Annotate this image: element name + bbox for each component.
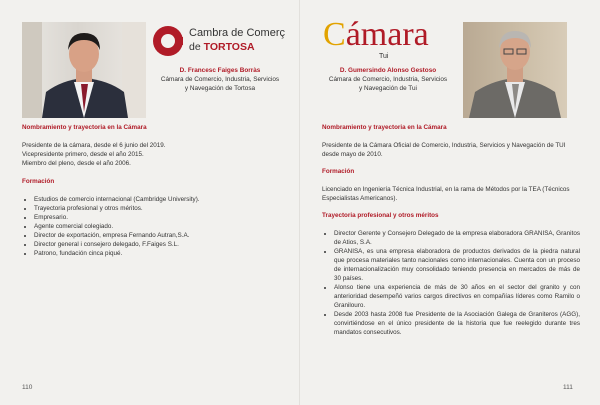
person-org-line-2: y Navegación de Tui xyxy=(359,85,417,92)
training-line: Especialistas Americanos). xyxy=(322,195,398,202)
appointment-line: Miembro del pleno, desde el año 2006. xyxy=(22,160,131,167)
page-number-right: 111 xyxy=(563,384,573,391)
page-number-left: 110 xyxy=(22,384,33,391)
career-section-right xyxy=(322,211,580,337)
training-list xyxy=(22,195,282,258)
section-heading: Formación xyxy=(322,168,355,175)
logo-line-1: Cambra de Comerç xyxy=(189,27,285,39)
list-item: • Desde 2003 hasta 2008 fue Presidente de la Asociación Galega de Graniteros (AGG), convirtiéndose en el único presidente de la historia que fue reelegido durante tres mandatos consecutivos. xyxy=(334,310,580,337)
person-org-line-1: Cámara de Comercio, Industria, Servicios xyxy=(328,76,448,83)
section-heading: Nombramiento y trayectoria en la Cámara xyxy=(322,124,447,131)
section-heading: Nombramiento y trayectoria en la Cámara xyxy=(22,124,147,131)
camara-wordmark: Cámara xyxy=(323,16,429,53)
camara-sub-label: Tui xyxy=(379,53,389,60)
portrait-photo-alonso xyxy=(463,22,567,118)
section-heading: Trayectoria profesional y otros méritos xyxy=(322,212,439,219)
portrait-photo-faiges xyxy=(22,22,146,118)
person-org-line-2: y Navegación de Tortosa xyxy=(184,85,256,92)
person-name: D. Francesc Faiges Borràs xyxy=(179,67,261,74)
appointment-line: Vicepresidente primero, desde el año 2015. xyxy=(22,151,144,158)
person-org-line-1: Cámara de Comercio, Industria, Servicios xyxy=(160,76,280,83)
person-name: D. Gumersindo Alonso Gestoso xyxy=(339,67,437,74)
section-heading: Formación xyxy=(22,178,55,185)
list-item: • Estudios de comercio internacional (Cambridge University). xyxy=(34,195,282,204)
training-section-left xyxy=(22,177,282,258)
cambra-logo-icon xyxy=(153,26,183,56)
person-info-right xyxy=(318,66,458,93)
list-item: • Director general i consejero delegado, F.Faiges S.L. xyxy=(34,240,282,249)
list-item: • Alonso tiene una experiencia de más de 30 años en el sector del granito y con anterioridad desempeñó varios cargos directivos en compañías líderes como Ramilo o Granilouro. xyxy=(334,283,580,310)
appointment-section-left xyxy=(22,123,282,168)
appointment-section-right xyxy=(322,123,580,159)
list-item: • Director de exportación, empresa Fernando Autran,S.A. xyxy=(34,231,282,240)
appointment-line: desde mayo de 2010. xyxy=(322,151,383,158)
list-item: • Patrono, fundación cinca piqué. xyxy=(34,249,282,258)
list-item: • Trayectoria profesional y otros méritos. xyxy=(34,204,282,213)
training-section-right xyxy=(322,167,580,203)
page-gutter xyxy=(299,0,300,405)
list-item: • Empresario. xyxy=(34,213,282,222)
career-list xyxy=(322,229,580,337)
training-line: Licenciado en Ingeniería Técnica Industrial, en la rama de Métodos por la TEA (Técnicos xyxy=(322,186,570,193)
appointment-line: Presidente de la cámara, desde el 6 junio del 2019. xyxy=(22,142,166,149)
camara-tui-logo xyxy=(323,16,447,62)
logo-line-2: de TORTOSA xyxy=(189,41,255,53)
list-item: • Agente comercial colegiado. xyxy=(34,222,282,231)
person-info-left xyxy=(150,66,290,93)
logo-tortosa-word: TORTOSA xyxy=(203,41,255,53)
cambra-tortosa-logo xyxy=(153,24,293,62)
list-item: • GRANISA, es una empresa elaboradora de productos derivados de la piedra natural que procesa materiales tanto nacionales como internacionales. Cuenta con un proceso de internacionalización muy consolidado teniendo presencia en mercados de más de 30 países. xyxy=(334,247,580,283)
appointment-line: Presidente de la Cámara Oficial de Comercio, Industria, Servicios y Navegación de TUI xyxy=(322,142,566,149)
list-item: • Director Gerente y Consejero Delegado de la empresa elaboradora GRANISA, Granitos de Atios, S.A. xyxy=(334,229,580,247)
